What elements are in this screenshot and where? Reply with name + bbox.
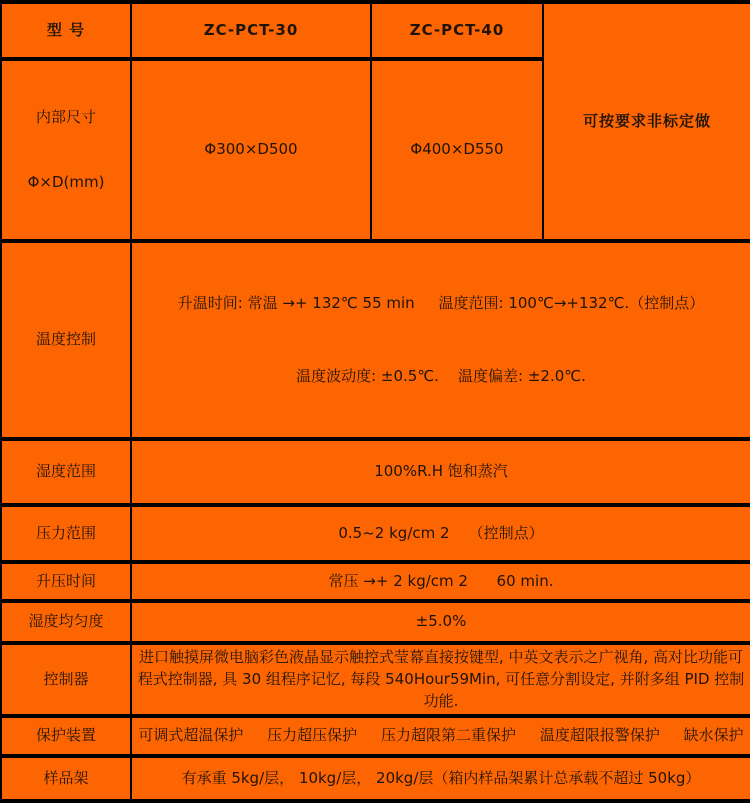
pressure-rise-row-label: 升压时间 (1, 562, 131, 601)
temperature-row-label: 温度控制 (1, 241, 131, 439)
temperature-row-value (131, 241, 750, 439)
dimensions-value-pct30: Φ300×D500 (131, 59, 371, 241)
row-temperature-control (1, 241, 750, 439)
row-humidity-range (1, 439, 750, 505)
model-value-pct40: ZC-PCT-40 (371, 2, 543, 59)
humidity-row-label: 湿度范围 (1, 439, 131, 505)
pressure-rise-row-value: 常压 →+ 2 kg/cm 2 60 min. (131, 562, 750, 601)
dimensions-value-pct40: Φ400×D550 (371, 59, 543, 241)
humidity-uniformity-row-label: 湿度均匀度 (1, 601, 131, 643)
row-pressure-rise-time (1, 562, 750, 601)
temperature-line2: 温度波动度: ±0.5℃. 温度偏差: ±2.0℃. (296, 366, 586, 385)
humidity-row-value: 100%R.H 饱和蒸汽 (131, 439, 750, 505)
row-controller (1, 643, 750, 716)
sample-rack-row-value: 有承重 5kg/层， 10kg/层， 20kg/层（箱内样品架累计总承载不超过 50kg） (131, 756, 750, 801)
controller-row-value: 进口触摸屏微电脑彩色液晶显示触控式莹幕直接按键型, 中英文表示之广视角, 高对比功能可程式控制器, 具 30 组程序记忆, 每段 540Hour59Min, 可任意分割设定, 并附多组 PID 控制功能. (131, 643, 750, 716)
dimensions-label-line1: 内部尺寸 (35, 107, 96, 126)
row-model (1, 2, 750, 59)
row-humidity-uniformity (1, 601, 750, 643)
pressure-row-value: 0.5~2 kg/cm 2 （控制点） (131, 505, 750, 562)
row-protection-devices (1, 716, 750, 756)
pressure-row-label: 压力范围 (1, 505, 131, 562)
dimensions-label-line2: Φ×D(mm) (27, 172, 105, 191)
protection-row-label: 保护装置 (1, 716, 131, 756)
sample-rack-row-label: 样品架 (1, 756, 131, 801)
dimensions-row-label (1, 59, 131, 241)
protection-row-value: 可调式超温保护 压力超压保护 压力超限第二重保护 温度超限报警保护 缺水保护 (131, 716, 750, 756)
model-row-label: 型 号 (1, 2, 131, 59)
row-sample-rack (1, 756, 750, 801)
custom-order-note: 可按要求非标定做 (543, 2, 750, 241)
temperature-line1: 升温时间: 常温 →+ 132℃ 55 min 温度范围: 100℃→+132℃.（控制点） (177, 293, 705, 312)
row-pressure-range (1, 505, 750, 562)
humidity-uniformity-row-value: ±5.0% (131, 601, 750, 643)
model-value-pct30: ZC-PCT-30 (131, 2, 371, 59)
controller-row-label: 控制器 (1, 643, 131, 716)
